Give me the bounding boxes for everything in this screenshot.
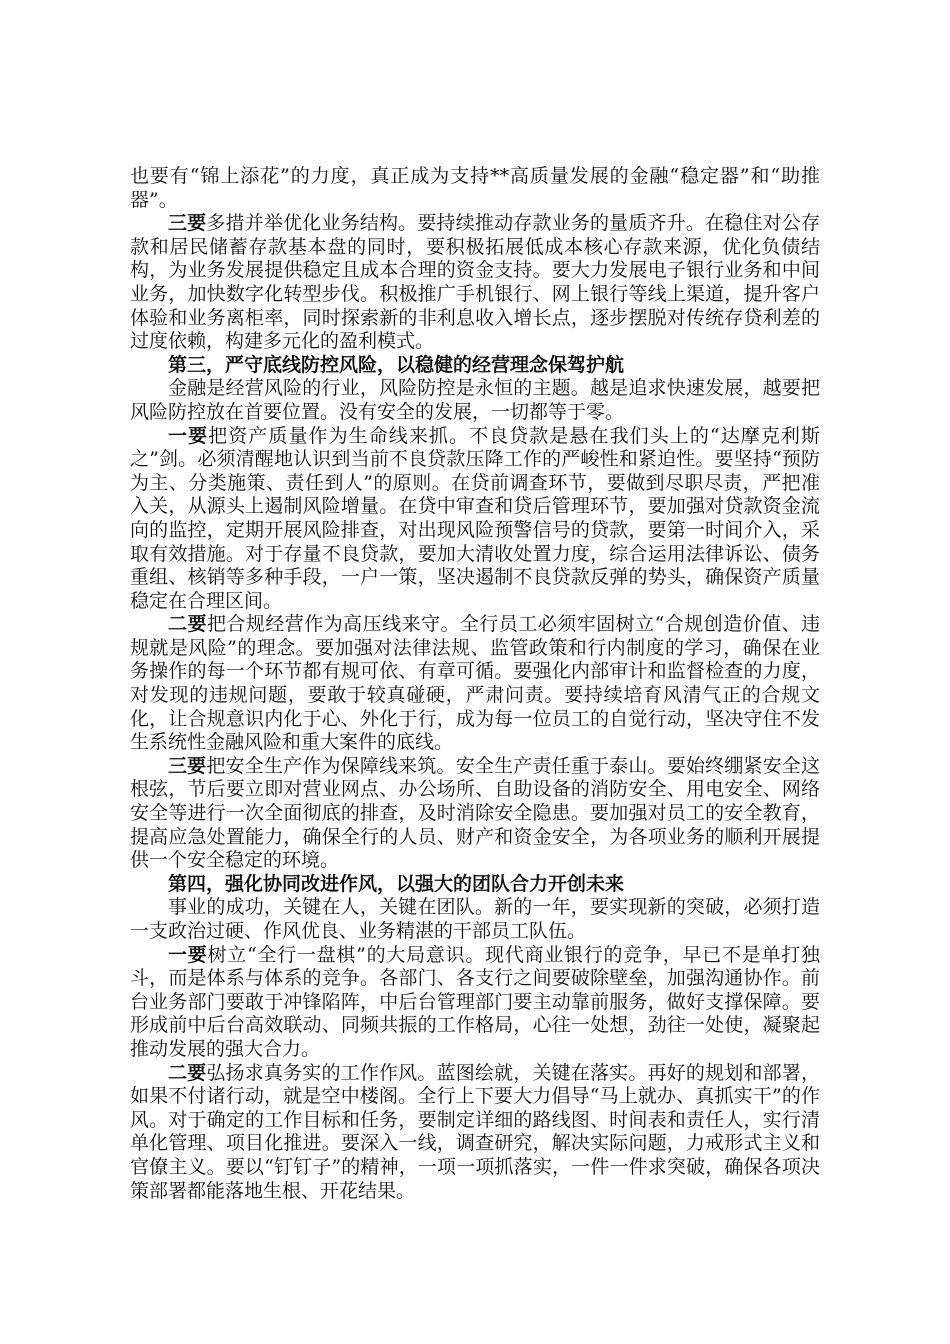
document-page xyxy=(130,165,820,1203)
paragraph-text: 金融是经营风险的行业，风险防控是永恒的主题。越是追求快速发展，越要把风险防控放在首要位置。没有安全的发展，一切都等于零。 xyxy=(130,377,820,423)
paragraph-lead: 二要 xyxy=(168,1061,207,1084)
paragraph-lead: 三要 xyxy=(168,212,207,235)
paragraph-team-intro xyxy=(130,896,820,943)
paragraph-text: 树立“全行一盘棋”的大局意识。现代商业银行的竞争，早已不是单打独斗，而是体系与体系的竞争。各部门、各支行之间要破除壁垒，加强沟通协作。前台业务部门要敢于冲锋陷阵，中后台管理部门要主动靠前服务，做好支撑保障。要形成前中后台高效联动、同频共振的工作格局，心往一处想，劲往一处使，凝聚起推动发展的强大合力。 xyxy=(130,943,820,1060)
paragraph-text: 把资产质量作为生命线来抓。不良贷款是悬在我们头上的“达摩克利斯之”剑。必须清醒地认识到当前不良贷款压降工作的严峻性和紧迫性。要坚持“预防为主、分类施策、责任到人”的原则。在贷前调查环节，要做到尽职尽责，严把准入关，从源头上遏制风险增量。在贷中审查和贷后管理环节，要加强对贷款资金流向的监控，定期开展风险排查，对出现风险预警信号的贷款，要第一时间介入，采取有效措施。对于存量不良贷款，要加大清收处置力度，综合运用法律诉讼、债务重组、核销等多种手段，一户一策，坚决遏制不良贷款反弹的势头，确保资产质量稳定在合理区间。 xyxy=(130,424,820,612)
paragraph-safety xyxy=(130,755,820,873)
section-heading-three: 第三，严守底线防控风险，以稳健的经营理念保驾护航 xyxy=(168,353,625,376)
paragraph-text: 把安全生产作为保障线来筑。安全生产责任重于泰山。要始终绷紧安全这根弦，节后要立即对营业网点、办公场所、自助设备的消防安全、用电安全、网络安全等进行一次全面彻底的排查，及时消除安全隐患。要加强对员工的安全教育，提高应急处置能力，确保全行的人员、财产和资金安全，为各项业务的顺利开展提供一个安全稳定的环境。 xyxy=(130,754,820,872)
paragraph-text: 事业的成功，关键在人，关键在团队。新的一年，要实现新的突破，必须打造一支政治过硬、作风优良、业务精湛的干部员工队伍。 xyxy=(130,896,820,942)
paragraph-work-style xyxy=(130,1062,820,1204)
paragraph-lead: 一要 xyxy=(168,943,208,966)
paragraph-lead: 二要 xyxy=(168,613,207,636)
paragraph-lead: 三要 xyxy=(168,754,207,777)
paragraph-overall-view xyxy=(130,944,820,1062)
paragraph-continuation xyxy=(130,165,820,212)
paragraph-risk-intro xyxy=(130,377,820,424)
paragraph-lead: 一要 xyxy=(168,424,209,447)
section-heading-four: 第四，强化协同改进作风，以强大的团队合力开创未来 xyxy=(168,872,625,895)
paragraph-text: 把合规经营作为高压线来守。全行员工必须牢固树立“合规创造价值、违规就是风险”的理念。要加强对法律法规、监管政策和行内制度的学习，确保在业务操作的每一个环节都有规可依、有章可循。要强化内部审计和监督检查的力度，对发现的违规问题，要敢于较真碰硬，严肃问责。要持续培育风清气正的合规文化，让合规意识内化于心、外化于行，成为每一位员工的自觉行动，坚决守住不发生系统性金融风险和重大案件的底线。 xyxy=(130,613,820,754)
paragraph-business-structure xyxy=(130,212,820,354)
paragraph-asset-quality xyxy=(130,425,820,614)
paragraph-text: 多措并举优化业务结构。要持续推动存款业务的量质齐升。在稳住对公存款和居民储蓄存款基本盘的同时，要积极拓展低成本核心存款来源，优化负债结构，为业务发展提供稳定且成本合理的资金支持。要大力发展电子银行业务和中间业务，加快数字化转型步伐。积极推广手机银行、网上银行等线上渠道，提升客户体验和业务离柜率，同时探索新的非利息收入增长点，逐步摆脱对传统存贷利差的过度依赖，构建多元化的盈利模式。 xyxy=(130,212,820,353)
paragraph-text: 弘扬求真务实的工作作风。蓝图绘就，关键在落实。再好的规划和部署，如果不付诸行动，就是空中楼阁。全行上下要大力倡导“马上就办、真抓实干”的作风。对于确定的工作目标和任务，要制定详细的路线图、时间表和责任人，实行清单化管理、项目化推进。要深入一线，调查研究，解决实际问题，力戒形式主义和官僚主义。要以“钉钉子”的精神，一项一项抓落实，一件一件求突破，确保各项决策部署都能落地生根、开花结果。 xyxy=(130,1061,820,1202)
paragraph-compliance xyxy=(130,613,820,755)
paragraph-text: 也要有“锦上添花”的力度，真正成为支持**高质量发展的金融“稳定器”和“助推器”。 xyxy=(130,165,820,211)
